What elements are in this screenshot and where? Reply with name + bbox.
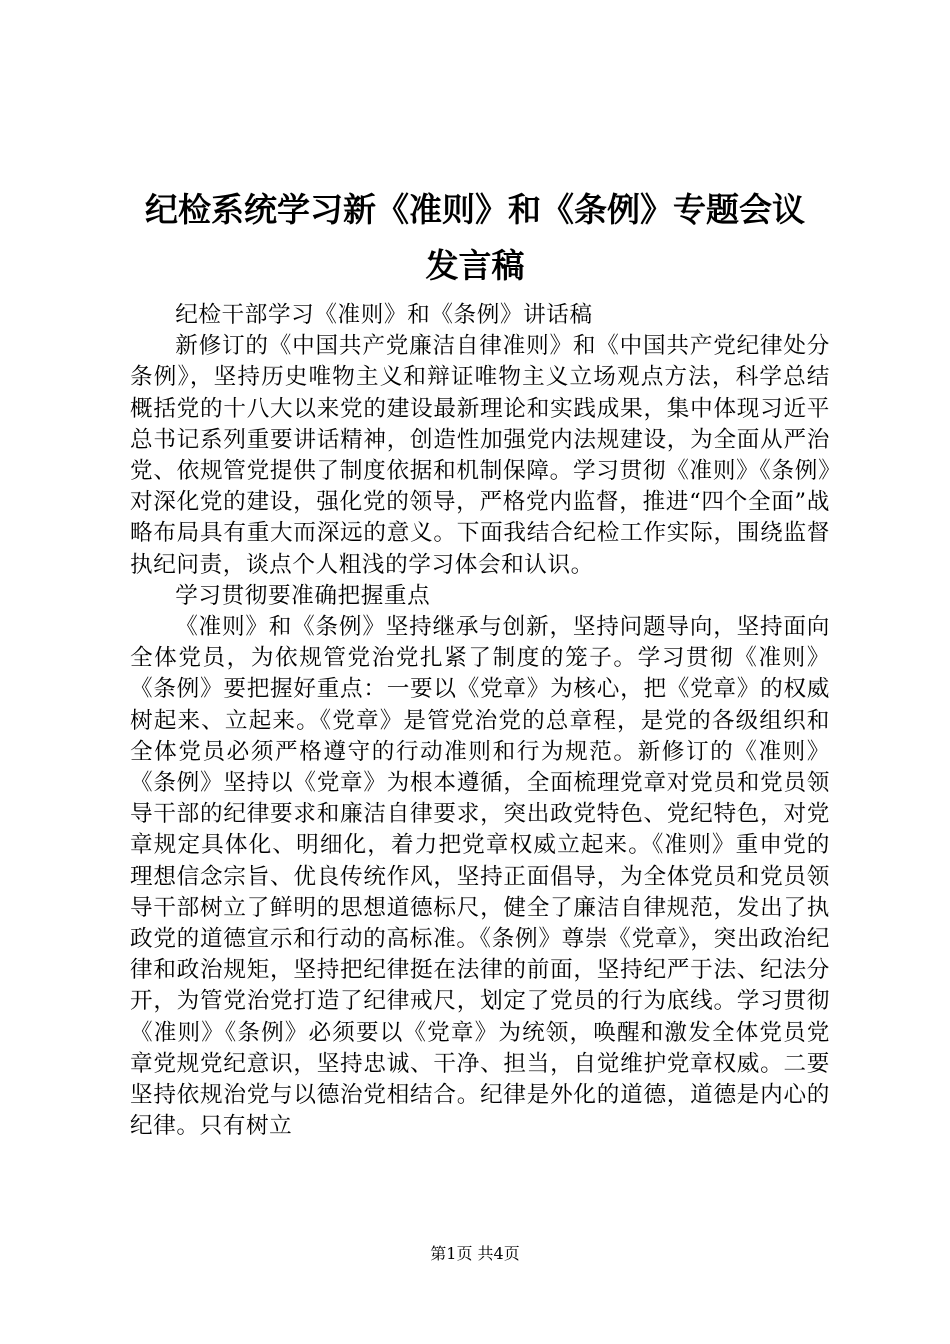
document-body [130,300,830,1142]
document-title-line-2: 发言稿 [425,246,525,285]
section-heading: 学习贯彻要准确把握重点 [175,582,431,609]
subtitle-paragraph: 纪检干部学习《准则》和《条例》讲话稿 [175,302,593,328]
page-number-footer: 第1页 共4页 [430,1244,520,1263]
body-paragraph: 新修订的《中国共产党廉洁自律准则》和《中国共产党纪律处分条例》，坚持历史唯物主义和辩证唯物主义立场观点方法，科学总结概括党的十八大以来党的建设最新理论和实践成果，集中体现习近平总书记系列重要讲话精神，创造性加强党内法规建设，为全面从严治党、依规管党提供了制度依据和机制保障。学习贯彻《准则》《条例》对深化党的建设，强化党的领导，严格党内监督，推进“四个全面”战略布局具有重大而深远的意义。下面我结合纪检工作实际，围绕监督执纪问责，谈点个人粗浅的学习体会和认识。 [130,333,830,578]
body-paragraph: 《准则》和《条例》坚持继承与创新，坚持问题导向，坚持面向全体党员，为依规管党治党扎紧了制度的笼子。学习贯彻《准则》《条例》要把握好重点：一要以《党章》为核心，把《党章》的权威树起来、立起来。《党章》是管党治党的总章程，是党的各级组织和全体党员必须严格遵守的行动准则和行为规范。新修订的《准则》《条例》坚持以《党章》为根本遵循，全面梳理党章对党员和党员领导干部的纪律要求和廉洁自律要求，突出政党特色、党纪特色，对党章规定具体化、明细化，着力把党章权威立起来。《准则》重申党的理想信念宗旨、优良传统作风，坚持正面倡导，为全体党员和党员领导干部树立了鲜明的思想道德标尺，健全了廉洁自律规范，发出了执政党的道德宣示和行动的高标准。《条例》尊崇《党章》，突出政治纪律和政治规矩，坚持把纪律挺在法律的前面，坚持纪严于法、纪法分开，为管党治党打造了纪律戒尺，划定了党员的行为底线。学习贯彻《准则》《条例》必须要以《党章》为统领，唤醒和激发全体党员党章党规党纪意识，坚持忠诚、干净、担当，自觉维护党章权威。二要坚持依规治党与以德治党相结合。纪律是外化的道德，道德是内心的纪律。只有树立 [130,614,830,1140]
document-title-line-1: 纪检系统学习新《准则》和《条例》专题会议 [145,190,805,229]
